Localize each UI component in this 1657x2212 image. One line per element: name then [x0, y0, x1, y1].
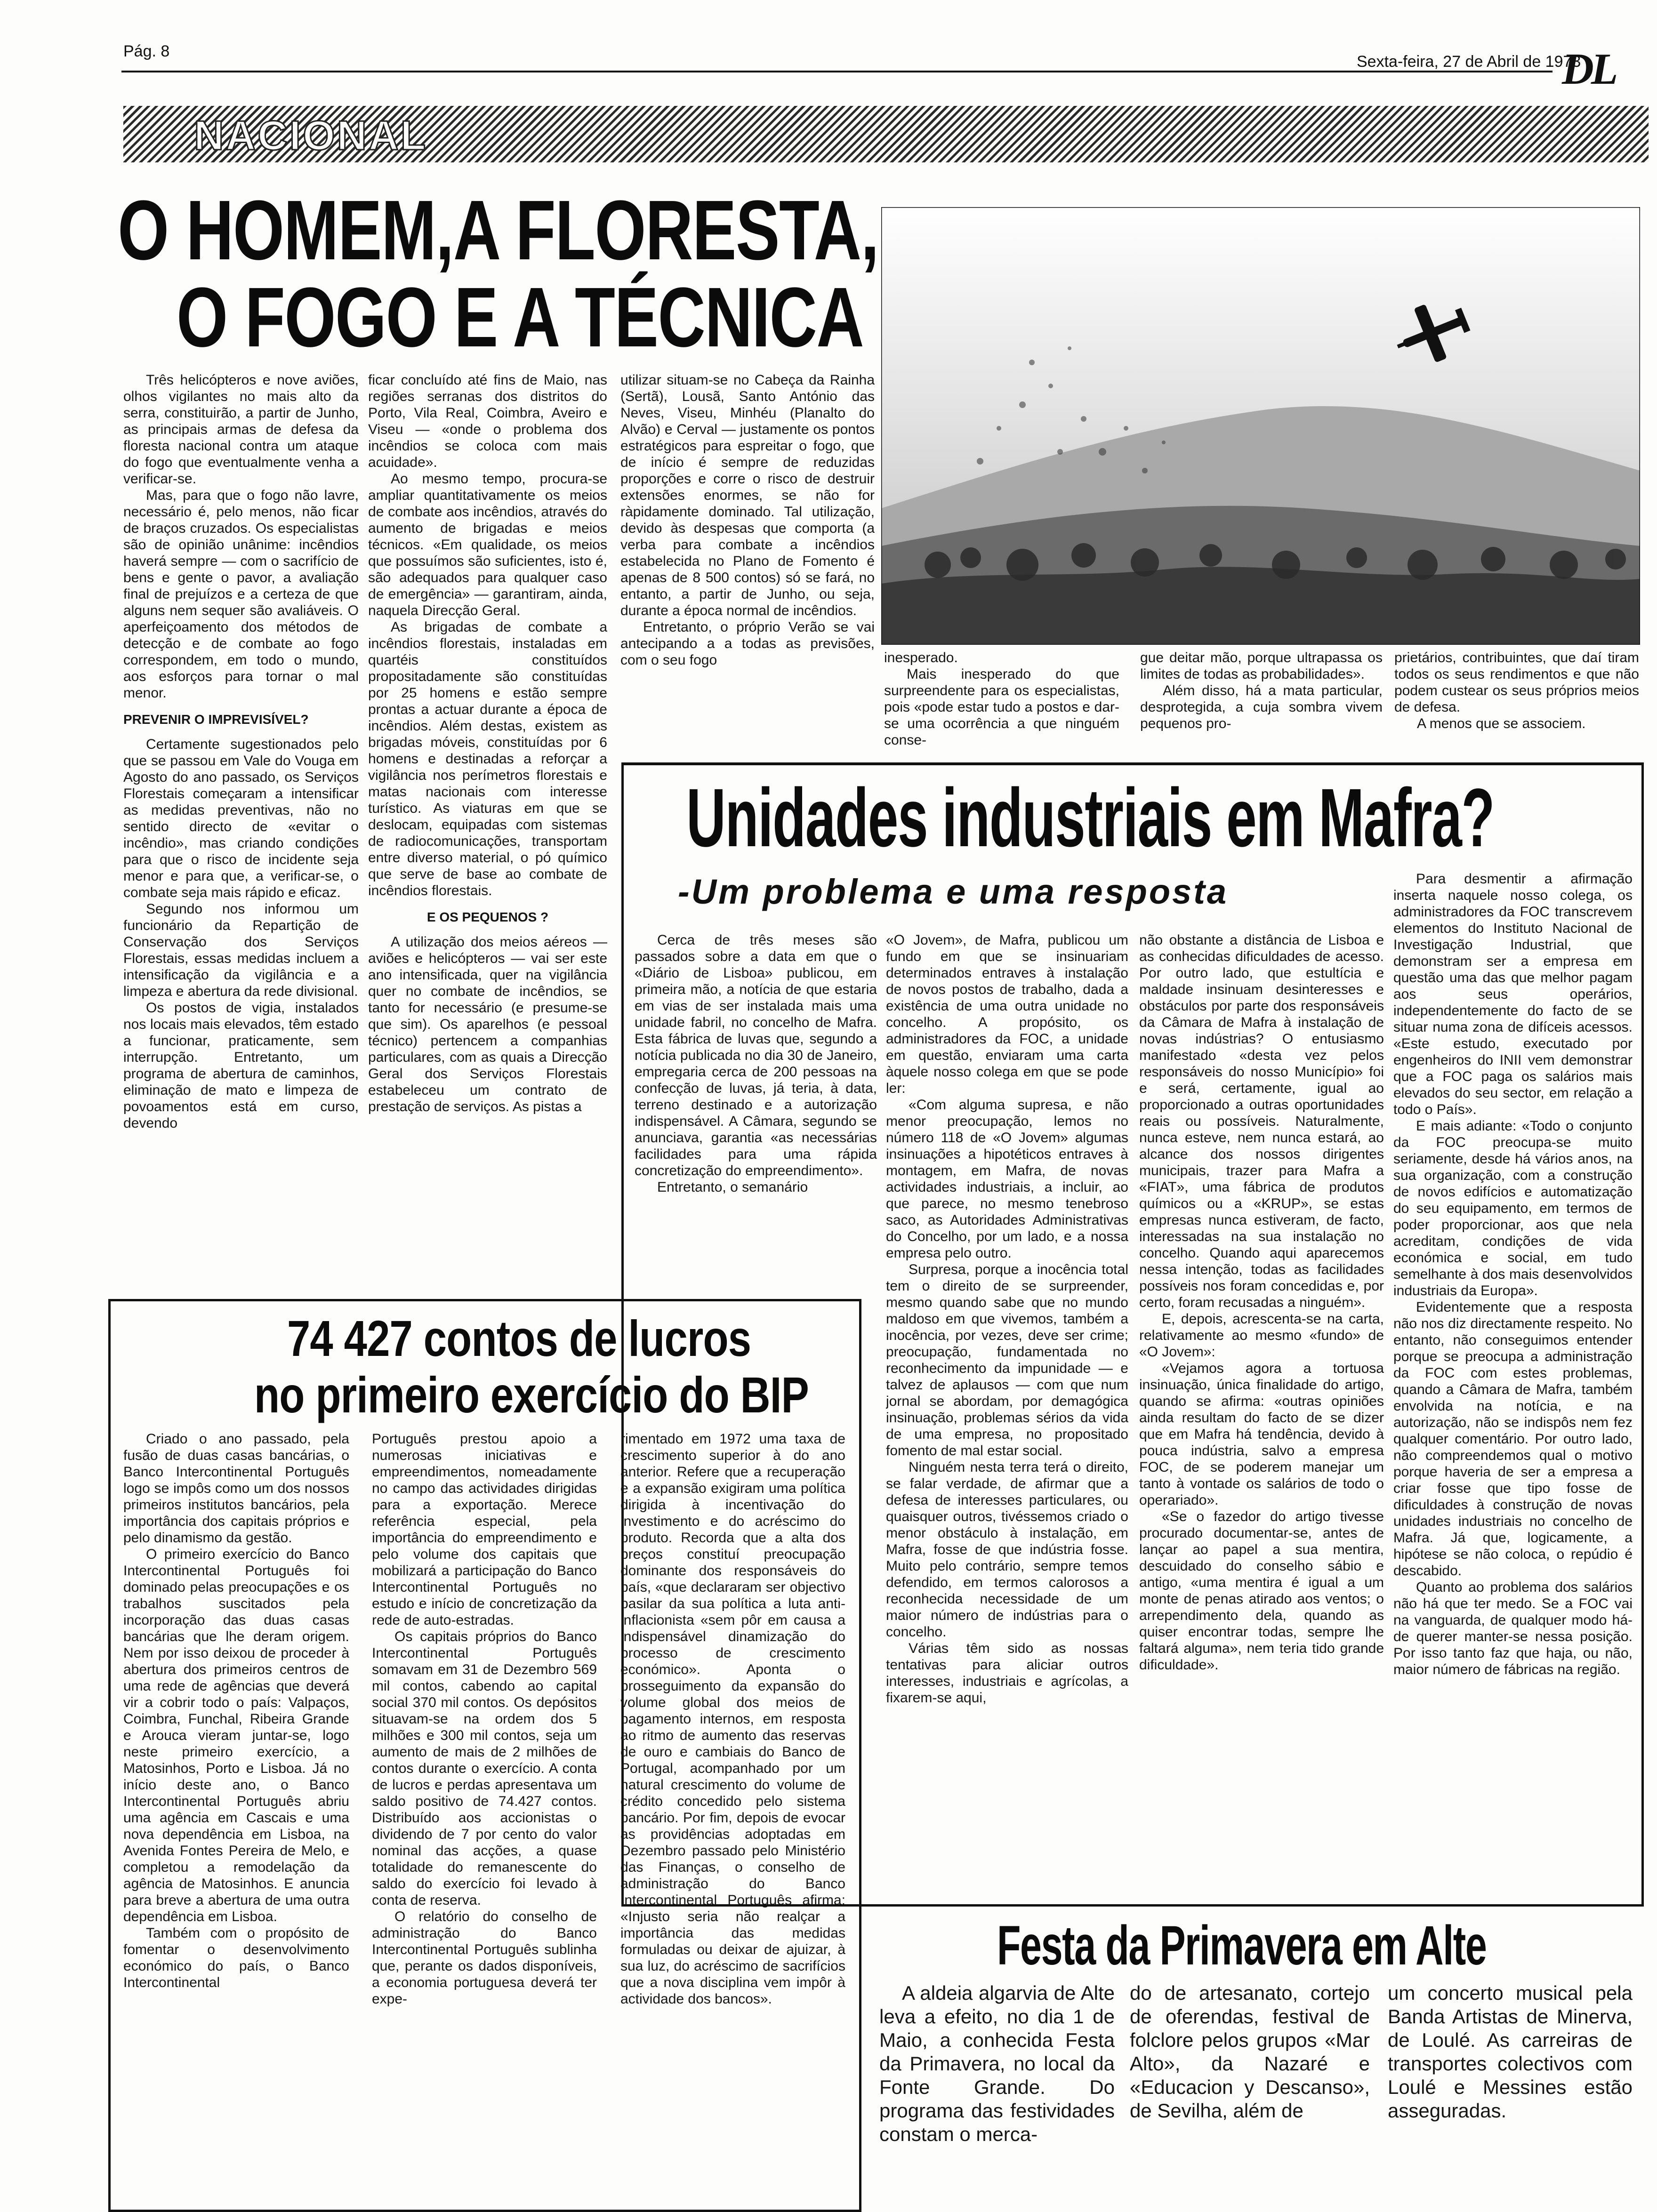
forest-col-2: ficar concluído até fins de Maio, nas regiões serranas dos distritos do Porto, Vila Real, Coimbra, Aveiro e Viseu — «onde o problema dos incêndios se coloca com mais acuidade». Ao mesmo tempo, procura-se ampliar quantitativamente os meios de combate aos incêndios, através do aumento de brigadas e meios técnicos. «Em qualidade, os meios que possuímos são suficientes, isto é, são adequados para qualquer caso de emergência» — garantiram, ainda, naquela Direcção Geral. As brigadas de combate a incêndios florestais, instaladas em quartéis constituídos propositadamente são constituídas por 25 homens e estão sempre prontas a actuar durante a época de incêndios. Além destas, existem as brigadas móveis, constituídas por 6 homens e destinadas a reforçar a vigilância nos perímetros florestais e matas nacionais com interesse turístico. As viaturas em que se deslocam, equipadas com sistemas de radiocomunicações, transportam entre diverso material, o pó químico que serve de base ao combate de incêndios florestais. E OS PEQUENOS ? A utilização dos meios aéreos — aviões e helicópteros — vai ser este ano intensificada, quer na vigilância quer no combate de incêndios, se tanto for necessário (e presume-se que sim). Os aparelhos (e pessoal técnico) pertencem a companhias particulares, com as quais a Direcção Geral dos Serviços Florestais estabeleceu um contrato de prestação de serviços. As pistas a	[368, 372, 607, 1114]
bip-headline-line1: 74 427 contos de lucros	[287, 1310, 751, 1367]
forest-col-5: gue deitar mão, porque ultrapassa os limites de todas as probabilidades». Além disso, há a mata particular, desprotegida, a cuja sombra vivem pequenos pro-	[1140, 650, 1383, 731]
forest-fire-photo	[881, 207, 1640, 645]
issue-date: Sexta-feira, 27 de Abril de 1973	[1357, 53, 1581, 71]
page-number: Pág. 8	[123, 42, 170, 60]
alte-col-3: um concerto musical pela Banda Artistas de Minerva, de Loulé. As carreiras de transportes colectivos com Loulé e Messines estão asseguradas.	[1388, 1982, 1633, 2122]
alte-headline: Festa da Primavera em Alte	[997, 1915, 1487, 1977]
section-banner	[123, 106, 1649, 162]
mafra-subheadline: -Um problema e uma resposta	[678, 872, 1228, 911]
forest-col-4: inesperado. Mais inesperado do que surpreendente para os especialistas, pois «pode estar tudo a postos e dar-se uma ocorrência a que ninguém conse-	[884, 650, 1119, 748]
bip-col-1: Criado o ano passado, pela fusão de duas casas bancárias, o Banco Intercontinental Português logo se impôs como um dos nossos primeiros institutos bancários, pela importância dos capitais próprios e pelo dinamismo da gestão. O primeiro exercício do Banco Intercontinental Português foi dominado pelas preocupações e os trabalhos suscitados pela incorporação das duas casas bancárias que lhe deram origem. Nem por isso deixou de proceder à abertura dos primeiros centros de uma rede de agências que deverá vir a cobrir todo o país: Valpaços, Coimbra, Funchal, Ribeira Grande e Arouca vieram juntar-se, logo neste primeiro exercício, a Matosinhos, Porto e Lisboa. Já no início deste ano, o Banco Intercontinental Português abriu uma agência em Cascais e uma nova dependência em Lisboa, na Avenida Fontes Pereira de Melo, e completou a remodelação da agência de Matosinhos. E anuncia para breve a abertura de uma outra dependência em Lisboa. Também com o propósito de fomentar o desenvolvimento económico do país, o Banco Intercontinental	[123, 1431, 349, 1990]
mafra-col-4: Para desmentir a afirmação inserta naquele nosso colega, os administradores da FOC transcrevem elementos do Instituto Nacional de Investigação Industrial, que demonstram ser a empresa em questão uma das que melhor pagam aos seus operários, independentemente do facto de se situar numa zona de difíceis acessos. «Este estudo, executado por engenheiros do INII vem demonstrar que a FOC paga os salários mais elevados do seu sector, em relação a todo o País». E mais adiante: «Todo o conjunto da FOC preocupa-se muito seriamente, desde há vários anos, na sua organização, com a construção de novos edifícios e automatização do seu equipamento, em termos de poder proporcionar, aos que nela acreditam, condições de vida económica e social, em tudo semelhante à dos mais desenvolvidos industriais da Europa». Evidentemente que a resposta não nos diz directamente respeito. No entanto, não conseguimos entender porque se preocupa a administração da FOC com estes problemas, quando a Câmara de Mafra, também envolvida na notícia, e na autorização, não se indispôs nem fez qualquer comentário. Por outro lado, não compreendemos qual o motivo porque haveria de ser a empresa a criar fosse que tipo fosse de dificuldades à construção de novas unidades industriais no concelho de Mafra. Já que, logicamente, a hipótese se não coloca, o repúdio é descabido. Quanto ao problema dos salários não há que ter medo. Se a FOC vai na vanguarda, de qualquer modo há-de querer manter-se nessa posição. Por isso tanto faz que haja, ou não, maior número de fábricas na região.	[1393, 871, 1633, 1677]
bip-headline-line2: no primeiro exercício do BIP	[254, 1366, 809, 1423]
mafra-col-3: não obstante a distância de Lisboa e as conhecidas dificuldades de acesso. Por outro lado, que estultícia e maldade insinuam desinteresses e obstáculos por parte dos responsáveis da Câmara de Mafra à instalação de novas indústrias? O entusiasmo manifestado «desta vez pelos responsáveis do nosso Município» foi e será, certamente, igual ao proporcionado a outras oportunidades reais ou possíveis. Naturalmente, nunca esteve, nem nunca estará, ao alcance dos nossos dirigentes municipais, trazer para Mafra a «FIAT», uma fábrica de produtos químicos ou a «KRUP», se estas empresas nunca estiveram, de facto, interessadas na sua instalação no concelho. Quando aqui aparecemos nessa intenção, todas as facilidades possíveis nos foram concedidas e, por certo, foram recusadas a ninguém». E, depois, acrescenta-se na carta, relativamente ao mesmo «fundo» de «O Jovem»: «Vejamos agora a tortuosa insinuação, única finalidade do artigo, quando se afirma: «outras opiniões ainda resultam do facto de se dizer que em Mafra há tendência, devido à pouca indústria, salvo a empresa FOC, de se poderem manejar um tanto à vontade os salários de todo o operariado». «Se o fazedor do artigo tivesse procurado documentar-se, antes de lançar ao papel a sua mentira, descuidado do conselho sábio e antigo, «uma mentira é igual a um monte de penas atirado aos ventos; o arrependimento dela, quando as quiser encontrar todas, sempre lhe faltará alguma», nem teria tido grande dificuldade».	[1139, 932, 1384, 1673]
alte-col-1: A aldeia algarvia de Alte leva a efeito, no dia 1 de Maio, a conhecida Festa da Primavera, no local da Fonte Grande. Do programa das festividades constam o merca-	[879, 1982, 1115, 2145]
mafra-col-2: «O Jovem», de Mafra, publicou um fundo em que se insinuariam determinados entraves à instalação de novos postos de trabalho, dada a existência de uma outra unidade no concelho. A propósito, os administradores da FOC, a unidade em questão, enviaram uma carta àquele nosso colega em que se pode ler: «Com alguma supresa, e não menor preocupação, lemos no número 118 de «O Jovem» algumas insinuações a hipotéticos entraves à montagem, em Mafra, de novas actividades industriais, a incluir, ao que parece, no mesmo tenebroso saco, as Autoridades Administrativas do Concelho, por um lado, e a nossa empresa pelo outro. Surpresa, porque a inocência total tem o direito de se surpreender, mesmo quando sabe que no mundo maldoso em que vivemos, também a inocência, por vezes, deve ser crime; preocupação, fundamentada no reconhecimento da impunidade — e talvez de aplausos — com que num jornal se abordam, por demagógica insinuação, problemas sérios da vida de uma empresa, no propositado fomento de mal estar social. Ninguém nesta terra terá o direito, se falar verdade, de afirmar que a defesa de interesses particulares, ou quaisquer outros, tivéssemos criado o menor obstáculo à instalação, em Mafra, fosse de que indústria fosse. Muito pelo contrário, sempre temos defendido, em termos calorosos a reconhecida necessidade de um maior número de indústrias para o concelho. Várias têm sido as nossas tentativas para aliciar outros interesses, industriais e agrícolas, a fixarem-se aqui,	[886, 932, 1128, 1706]
forest-subhead-small: E OS PEQUENOS ?	[426, 910, 549, 924]
bip-col-3: rimentado em 1972 uma taxa de crescimento superior à do ano anterior. Refere que a recuperação e a expansão exigiram uma política dirigida à incentivação do investimento e do acréscimo do produto. Recorda que a alta dos preços constituí preocupação dominante dos responsáveis do país, «que declararam ser objectivo basilar da sua política a luta anti-inflacionista «sem pôr em causa a indispensável dinamização do processo de crescimento económico». Aponta o prosseguimento da expansão do volume global dos meios de pagamento internos, em resposta ao ritmo de aumento das reservas de ouro e cambiais do Banco de Portugal, acompanhado por um natural crescimento do volume de crédito concedido pelo sistema bancário. Por fim, depois de evocar as providências adoptadas em Dezembro passado pelo Ministério das Finanças, o conselho de administração do Banco Intercontinental Português afirma: «Injusto seria não realçar a importância das medidas formuladas ou deixar de ajuizar, à sua luz, do acréscimo de sacrifícios que a nova disciplina vem impôr à actividade dos bancos».	[620, 1431, 845, 2007]
alte-col-2: do de artesanato, cortejo de oferendas, festival de folclore pelos grupos «Mar Alto», da Nazaré e «Educacion y Descanso», de Sevilha, além de	[1130, 1982, 1370, 2122]
forest-headline-line1: O HOMEM,A FLORESTA,	[118, 183, 879, 278]
header-rule	[121, 71, 1552, 72]
forest-subhead-prevent: PREVENIR O IMPREVISÍVEL?	[123, 712, 309, 727]
forest-headline-line2: O FOGO E A TÉCNICA	[177, 270, 864, 365]
mafra-col-1: Cerca de três meses são passados sobre a data em que o «Diário de Lisboa» publicou, em primeira mão, a notícia de que estaria em vias de ser instalada mais uma unidade fabril, no concelho de Mafra. Esta fábrica de luvas que, segundo a notícia publicada no dia 30 de Janeiro, empregaria cerca de 200 pessoas na confecção de luvas, já teria, à data, terreno destinado e a autorização indispensável. A Câmara, segundo se anunciava, garantia «as necessárias facilidades para uma rápida concretização do empreendimento». Entretanto, o semanário	[635, 932, 877, 1195]
forest-col-3: utilizar situam-se no Cabeça da Rainha (Sertã), Lousã, Santo António das Neves, Viseu, Minhéu (Planalto do Alvão) e Cerval — justamente os pontos estratégicos para espreitar o fogo, que de início é sempre de reduzidas proporções e corre o risco de destruir extensões enormes, se não for ràpidamente dominado. Tal utilização, devido às despesas que comporta (a verba para combate a incêndios estabelecida no Plano de Fomento é apenas de 8 500 contos) só se fará, no entanto, a partir de Junho, ou seja, durante a época normal de incêndios. Entretanto, o próprio Verão se vai antecipando a a todas as previsões, com o seu fogo	[620, 372, 875, 668]
masthead-logo: DL	[1562, 45, 1616, 94]
section-banner-label: NACIONAL	[194, 112, 428, 159]
aircraft-over-forest-image	[881, 207, 1640, 645]
bip-col-2: Português prestou apoio a numerosas iniciativas e empreendimentos, nomeadamente no campo das actividades dirigidas para a exportação. Merece referência especial, pela importância do empreendimento e pelo volume dos capitais que mobilizará a participação do Banco Intercontinental Português no estudo e início de concretização da rede de auto-estradas. Os capitais próprios do Banco Intercontinental Português somavam em 31 de Dezembro 569 mil contos, cabendo ao capital social 370 mil contos. Os depósitos situavam-se na ordem dos 5 milhões e 300 mil contos, seja um aumento de mais de 2 milhões de contos durante o exercício. A conta de lucros e perdas apresentava um saldo positivo de 74.427 contos. Distribuído aos accionistas o dividendo de 7 por cento do valor nominal das acções, a quase totalidade do remanescente do saldo do exercício foi levado à conta de reserva. O relatório do conselho de administração do Banco Intercontinental Português sublinha que, perante os dados disponíveis, a economia portuguesa deverá ter expe-	[372, 1431, 597, 2007]
forest-col-1: Três helicópteros e nove aviões, olhos vigilantes no mais alto da serra, constituirão, a partir de Junho, as principais armas de defesa da floresta nacional contra um ataque do fogo que eventualmente venha a verificar-se. Mas, para que o fogo não lavre, necessário é, pelo menos, não ficar de braços cruzados. Os especialistas são de opinião unânime: incêndios haverá sempre — com o sacrifício de bens e gente o pavor, a avaliação final de prejuízos e a certeza de que alguns nem sequer são avaliáveis. O aperfeiçoamento dos métodos de detecção e de combate ao fogo correspondem, em todo o mundo, aos esforços para tornar o mal menor. PREVENIR O IMPREVISÍVEL? Certamente sugestionados pelo que se passou em Vale do Vouga em Agosto do ano passado, os Serviços Florestais começaram a intensificar as medidas preventivas, não no sentido directo de «evitar o incêndio», mas criando condições para que o risco de incidente seja menor e para que, a verificar-se, o combate seja mais rápido e eficaz. Segundo nos informou um funcionário da Repartição de Conservação dos Serviços Florestais, essas medidas incluem a intensificação da vigilância e a limpeza e abertura da rede divisional. Os postos de vigia, instalados nos locais mais elevados, têm estado a funcionar, praticamente, sem interrupção. Entretanto, um programa de abertura de caminhos, eliminação de mato e limpeza de povoamentos está em curso, devendo	[123, 372, 359, 1131]
mafra-headline: Unidades industriais em Mafra?	[686, 772, 1495, 864]
forest-col-6: prietários, contribuintes, que daí tiram todos os seus rendimentos e que não podem custear os seus próprios meios de defesa. A menos que se associem.	[1394, 650, 1639, 731]
